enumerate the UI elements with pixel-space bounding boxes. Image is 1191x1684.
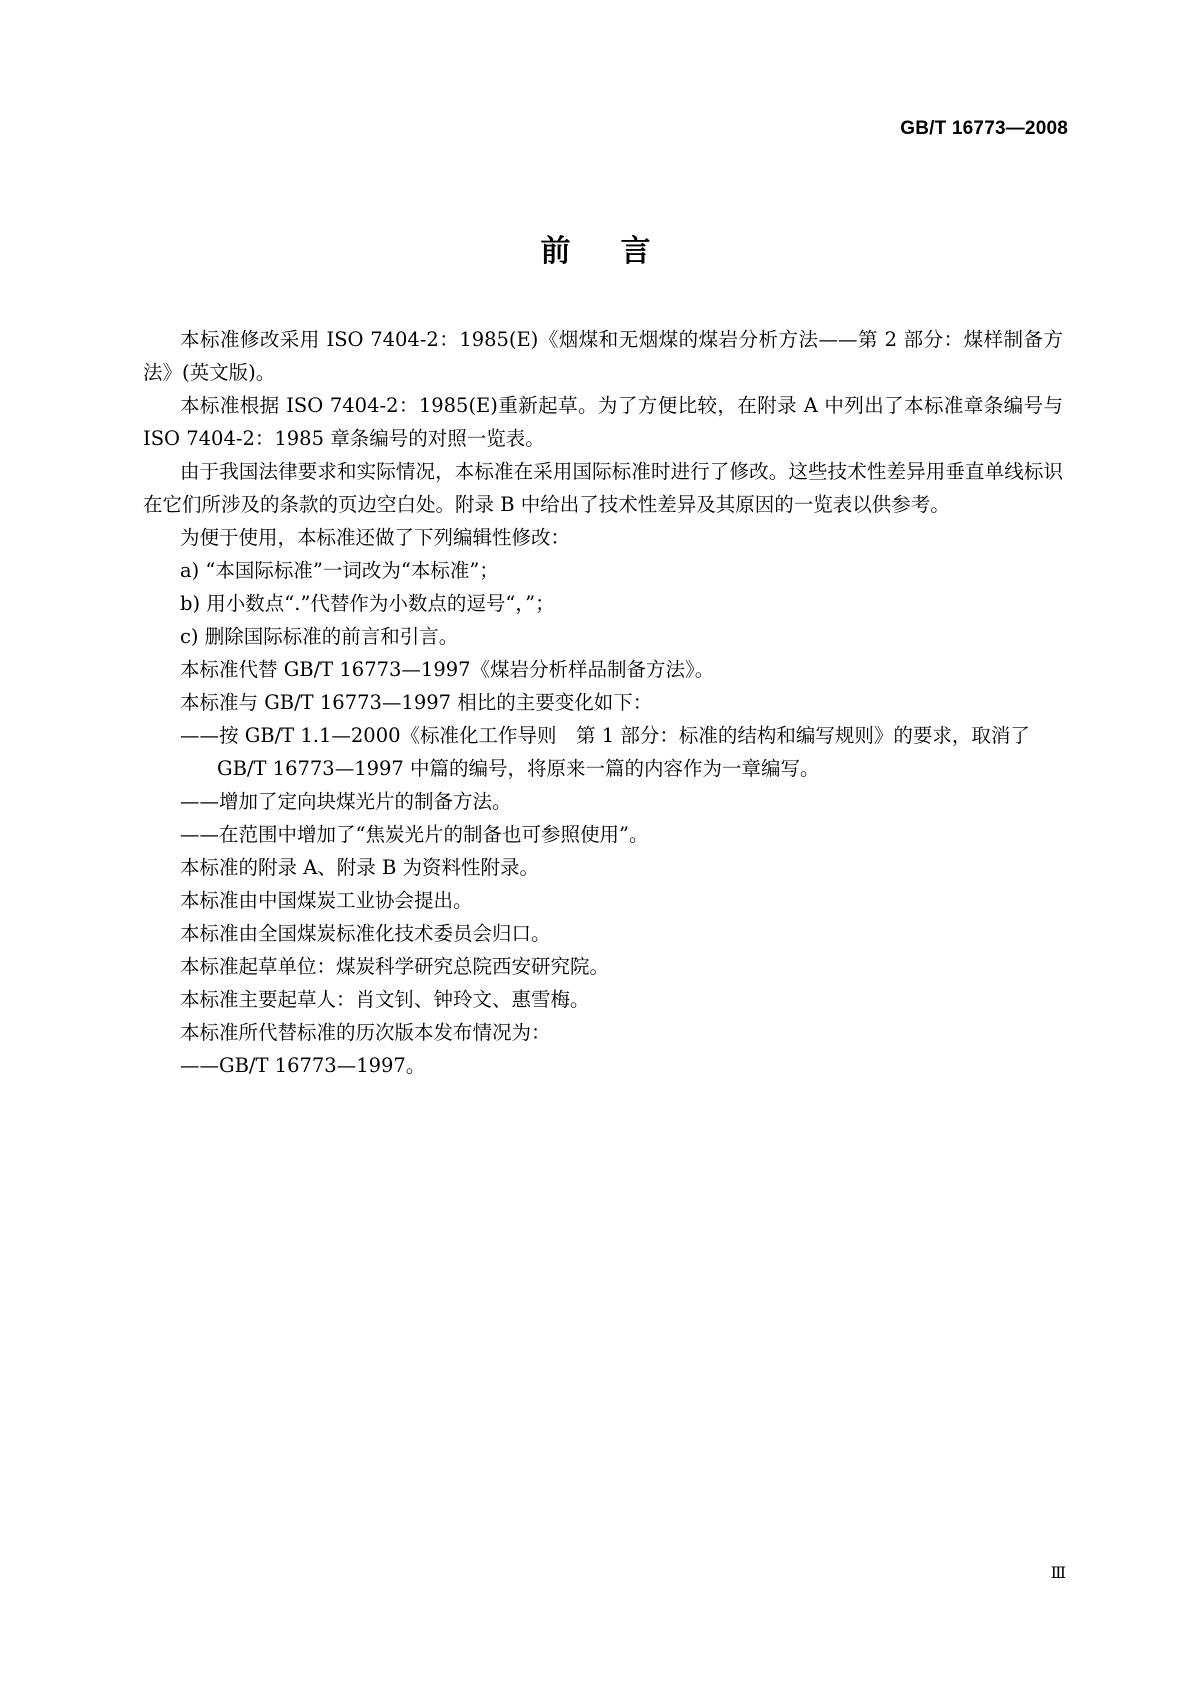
closing-line: 本标准所代替标准的历次版本发布情况为： — [180, 1021, 551, 1044]
change-item: ——按 GB/T 1.1—2000《标准化工作导则 第 1 部分：标准的结构和编写规则》的要求，取消了 GB/T 16773—1997 中篇的编号，将原来一篇的内容作为一章编写。 — [180, 724, 1030, 780]
replace-statement: 本标准代替 GB/T 16773—1997《煤岩分析样品制备方法》。 — [180, 658, 715, 681]
closing-line: 本标准的附录 A、附录 B 为资料性附录。 — [180, 856, 540, 879]
paragraph: 为便于使用，本标准还做了下列编辑性修改： — [180, 526, 571, 549]
paragraph: 由于我国法律要求和实际情况，本标准在采用国际标准时进行了修改。这些技术性差异用垂直单线标识在它们所涉及的条款的页边空白处。附录 B 中给出了技术性差异及其原因的一览表以供参考。 — [143, 460, 1063, 516]
page-title: 前言 — [540, 234, 701, 269]
closing-line: 本标准主要起草人：肖文钊、钟玲文、惠雪梅。 — [180, 988, 590, 1011]
closing-line: 本标准由中国煤炭工业协会提出。 — [180, 889, 473, 912]
changes-intro: 本标准与 GB/T 16773—1997 相比的主要变化如下： — [180, 691, 653, 714]
foreword-body — [143, 323, 1063, 1082]
page-number: Ⅲ — [1050, 1563, 1066, 1582]
paragraph: 本标准根据 ISO 7404-2：1985(E)重新起草。为了方便比较，在附录 A 中列出了本标准章条编号与 ISO 7404-2：1985 章条编号的对照一览表。 — [143, 394, 1063, 450]
edit-item: b) 用小数点“.”代替作为小数点的逗号“，”； — [180, 592, 555, 615]
standard-code: GB/T 16773—2008 — [900, 118, 1068, 139]
paragraph: 本标准修改采用 ISO 7404-2：1985(E)《烟煤和无烟煤的煤岩分析方法——第 2 部分：煤样制备方法》(英文版)。 — [143, 328, 1063, 384]
closing-line: 本标准由全国煤炭标准化技术委员会归口。 — [180, 922, 551, 945]
history-item: ——GB/T 16773—1997。 — [180, 1054, 426, 1077]
change-item: ——增加了定向块煤光片的制备方法。 — [180, 790, 512, 813]
edit-item: a) “本国际标准”一词改为“本标准”； — [180, 559, 499, 582]
edit-item: c) 删除国际标准的前言和引言。 — [180, 625, 459, 648]
change-item: ——在范围中增加了“焦炭光片的制备也可参照使用”。 — [180, 823, 649, 846]
closing-line: 本标准起草单位：煤炭科学研究总院西安研究院。 — [180, 955, 610, 978]
